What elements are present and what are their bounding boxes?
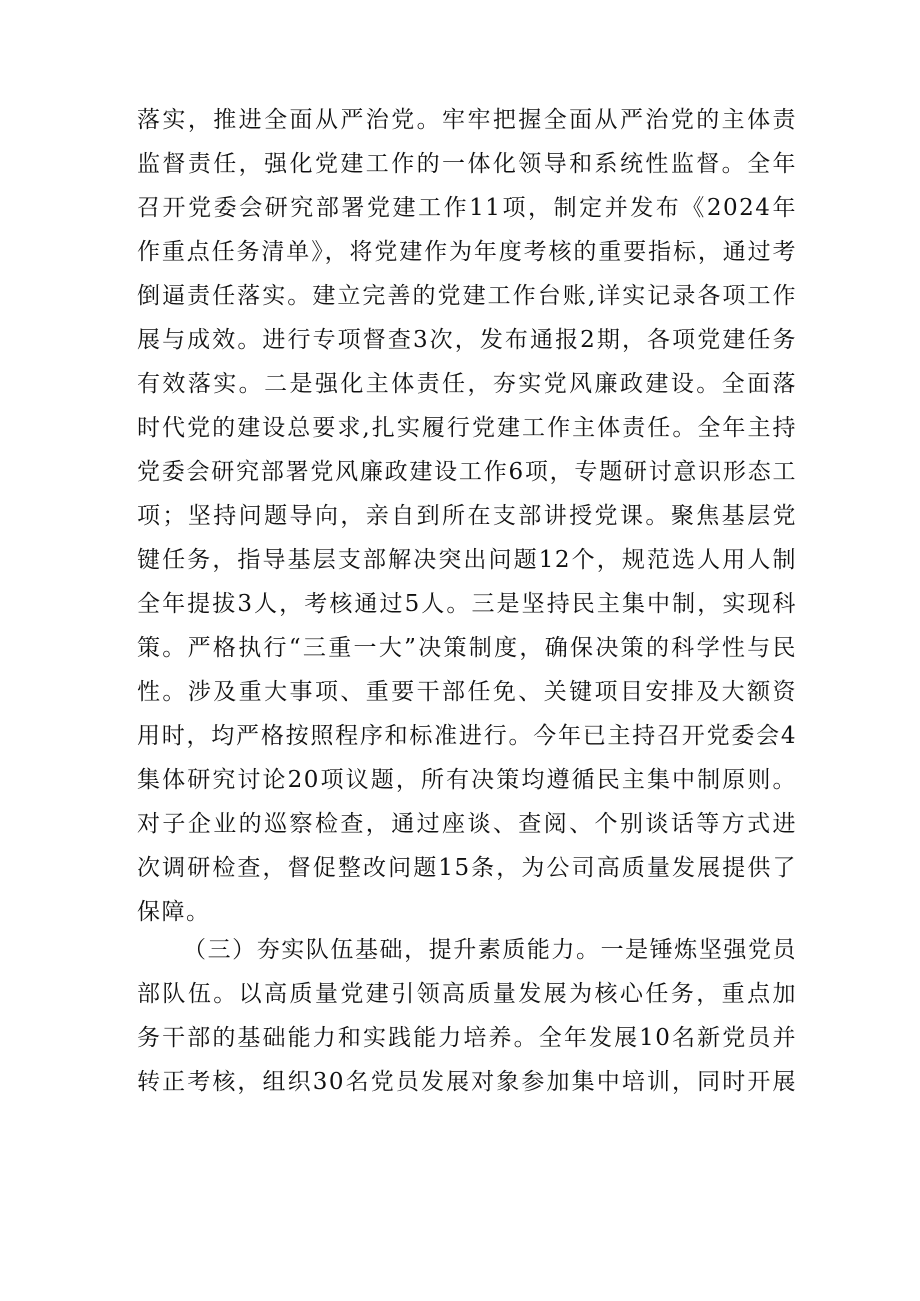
paragraph-line: 转正考核，组织30名党员发展对象参加集中培训，同时开展	[137, 1069, 797, 1095]
paragraph-line: 保障。	[137, 899, 211, 925]
paragraph-line: 监督责任，强化党建工作的一体化领导和系统性监督。全年	[137, 151, 797, 177]
paragraph-2	[137, 928, 797, 1104]
paragraph-line: 倒逼责任落实。建立完善的党建工作台账,详实记录各项工作	[137, 283, 797, 309]
paragraph-line: 用时，均严格按照程序和标准进行。今年已主持召开党委会4	[137, 723, 797, 749]
paragraph-line: 策。严格执行“三重一大”决策制度，确保决策的科学性与民	[137, 635, 797, 661]
paragraph-line: 党委会研究部署党风廉政建设工作6项，专题研讨意识形态工	[137, 459, 797, 485]
paragraph-line: 全年提拔3人，考核通过5人。三是坚持民主集中制，实现科	[137, 591, 797, 617]
paragraph-line: 项；坚持问题导向，亲自到所在支部讲授党课。聚焦基层党	[137, 503, 797, 529]
paragraph-line: 务干部的基础能力和实践能力培养。全年发展10名新党员并	[137, 1025, 797, 1051]
paragraph-line: 部队伍。以高质量党建引领高质量发展为核心任务，重点加	[137, 981, 797, 1007]
paragraph-line: 有效落实。二是强化主体责任，夯实党风廉政建设。全面落	[137, 371, 797, 397]
paragraph-line: 落实，推进全面从严治党。牢牢把握全面从严治党的主体责	[137, 107, 797, 133]
paragraph-line: 作重点任务清单》，将党建作为年度考核的重要指标，通过考	[137, 239, 797, 265]
paragraph-line: 性。涉及重大事项、重要干部任免、关键项目安排及大额资	[137, 679, 797, 705]
paragraph-1	[137, 98, 797, 934]
paragraph-line: 时代党的建设总要求,扎实履行党建工作主体责任。全年主持	[137, 415, 797, 441]
paragraph-line: 召开党委会研究部署党建工作11项，制定并发布《2024年	[137, 195, 797, 221]
paragraph-line: 集体研究讨论20项议题，所有决策均遵循民主集中制原则。	[137, 767, 797, 793]
paragraph-line: （三）夯实队伍基础，提升素质能力。一是锤炼坚强党员	[183, 937, 797, 963]
paragraph-line: 展与成效。进行专项督查3次，发布通报2期，各项党建任务	[137, 327, 797, 353]
paragraph-line: 键任务，指导基层支部解决突出问题12个，规范选人用人制	[137, 547, 797, 573]
paragraph-line: 对子企业的巡察检查，通过座谈、查阅、个别谈话等方式进	[137, 811, 797, 837]
paragraph-line: 次调研检查，督促整改问题15条，为公司高质量发展提供了	[137, 855, 797, 881]
